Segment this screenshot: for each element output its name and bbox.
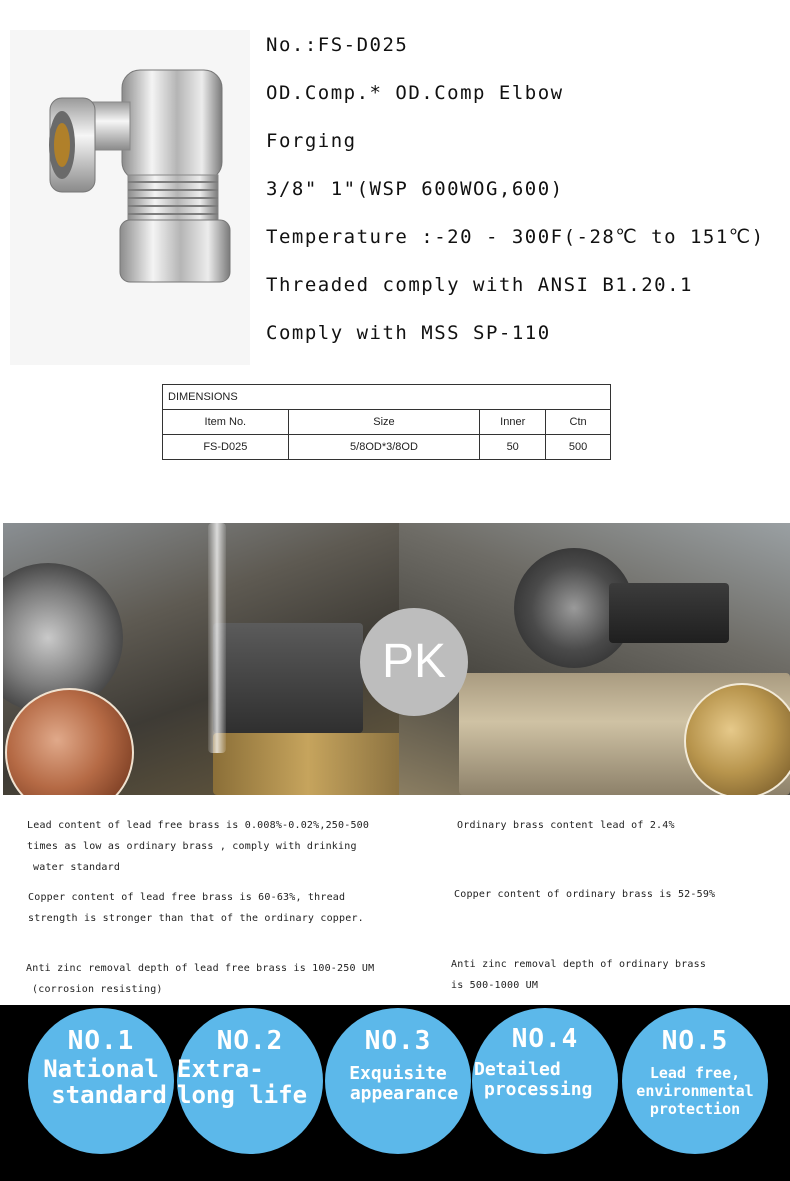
lead-free-lead-line-2: times as low as ordinary brass , comply with drinking [27, 841, 357, 852]
lead-free-machining-photo [3, 523, 399, 795]
feature-label-line: National [43, 1055, 159, 1083]
feature-number: NO.3 [364, 1026, 432, 1056]
pk-badge: PK [360, 608, 468, 716]
cell-item-no: FS-D025 [163, 435, 289, 460]
feature-label-line: protection [649, 1100, 741, 1118]
cell-ctn: 500 [546, 435, 611, 460]
header-inner: Inner [480, 410, 546, 435]
feature-label-line: processing [484, 1079, 593, 1100]
ordinary-copper-content [454, 884, 715, 905]
lead-free-lead-line-1: Lead content of lead free brass is 0.008%-0.02%,250-500 [27, 820, 370, 831]
feature-label-line: Lead free, [649, 1064, 741, 1082]
ordinary-zinc-line-2: is 500-1000 UM [451, 980, 539, 991]
spec-item-process: Forging [266, 130, 357, 152]
feature-label-line: standard [51, 1081, 167, 1109]
ordinary-lead-line-1: Ordinary brass content lead of 2.4% [457, 820, 675, 831]
lead-free-copper-content [28, 887, 364, 929]
feature-label [173, 1056, 327, 1108]
table-caption-row [163, 385, 611, 410]
feature-number: NO.5 [661, 1026, 729, 1056]
feature-label-line: long life [177, 1081, 308, 1109]
feature-label-line: Exquisite [349, 1063, 447, 1084]
feature-badge-national-standard [28, 1008, 174, 1154]
lead-free-copper-line-1: Copper content of lead free brass is 60-63%, thread [28, 892, 346, 903]
product-photo [10, 30, 250, 365]
lead-free-copper-line-2: strength is stronger than that of the ordinary copper. [28, 913, 364, 924]
lead-free-lead-content [27, 815, 369, 878]
feature-number: NO.1 [67, 1026, 135, 1056]
dimensions-table [162, 384, 611, 460]
feature-label [321, 1064, 475, 1104]
ordinary-zinc-line-1: Anti zinc removal depth of ordinary brass [451, 959, 707, 970]
feature-label [24, 1056, 178, 1108]
spec-item-temperature: Temperature :-20 - 300F(-28℃ to 151℃) [266, 226, 765, 248]
feature-label-line: appearance [349, 1083, 459, 1104]
header-ctn: Ctn [546, 410, 611, 435]
feature-badge-lead-free [622, 1008, 768, 1154]
lead-free-lead-line-3: water standard [33, 862, 121, 873]
spec-item-thread-standard: Threaded comply with ANSI B1.20.1 [266, 274, 693, 296]
cell-inner: 50 [480, 435, 546, 460]
feature-label-line: environmental [636, 1082, 754, 1100]
lead-free-zinc-removal [26, 958, 374, 1000]
feature-band [0, 1005, 790, 1181]
feature-label-line: Extra- [177, 1055, 264, 1083]
spec-item-pressure: 3/8" 1"(WSP 600WOG,600) [266, 178, 564, 200]
ordinary-zinc-removal [451, 954, 706, 996]
cell-size: 5/8OD*3/8OD [288, 435, 480, 460]
elbow-fitting-illustration [10, 30, 250, 365]
feature-badge-exquisite-appearance [325, 1008, 471, 1154]
lead-free-zinc-line-1: Anti zinc removal depth of lead free brass is 100-250 UM [26, 963, 375, 974]
header-size: Size [288, 410, 480, 435]
lead-free-zinc-line-2: (corrosion resisting) [32, 984, 163, 995]
feature-label [468, 1060, 622, 1100]
feature-number: NO.2 [216, 1026, 284, 1056]
spec-list [266, 32, 765, 368]
table-header-row [163, 410, 611, 435]
header-item-no: Item No. [163, 410, 289, 435]
ordinary-lead-content [457, 815, 675, 836]
feature-number: NO.4 [511, 1024, 579, 1054]
feature-badge-detailed-processing [472, 1008, 618, 1154]
feature-badge-extra-long-life [177, 1008, 323, 1154]
spec-item-number: No.:FS-D025 [266, 34, 409, 56]
spec-item-type: OD.Comp.* OD.Comp Elbow [266, 82, 564, 104]
machining-photos [3, 523, 790, 795]
spec-item-mss-standard: Comply with MSS SP-110 [266, 322, 551, 344]
ordinary-copper-line-1: Copper content of ordinary brass is 52-59% [454, 889, 716, 900]
table-caption: DIMENSIONS [163, 385, 611, 410]
feature-label [618, 1064, 772, 1118]
feature-label-line: Detailed [474, 1059, 561, 1080]
table-row [163, 435, 611, 460]
